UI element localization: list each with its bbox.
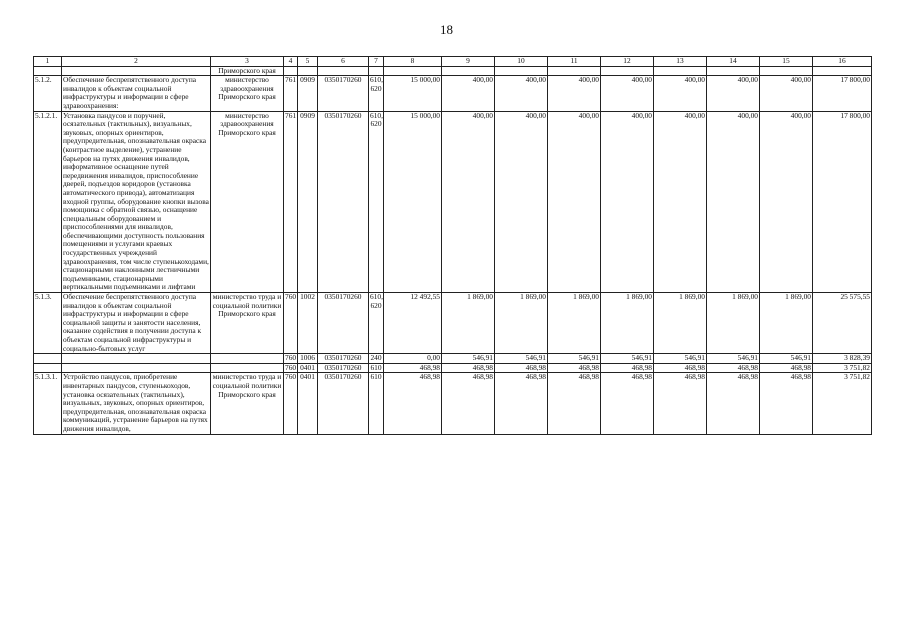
year-value-cell: 468,98 — [707, 363, 760, 373]
row-total-cell: 3 751,82 — [813, 373, 872, 434]
year-value-cell: 400,00 — [654, 76, 707, 111]
column-number-4: 4 — [284, 57, 298, 67]
column-number-9: 9 — [442, 57, 495, 67]
column-number-1: 1 — [34, 57, 62, 67]
year-value-cell: 468,98 — [707, 373, 760, 434]
year-value-cell: 468,98 — [760, 363, 813, 373]
item-name-cell: Обеспечение беспрепятственного доступа инвалидов к объектам социальной инфраструктуры и информации в сфере социальной защиты и занятости населения, оказание содействия в получении доступа к объектам социальной инфраструктуры и социально-бытовых услуг — [62, 293, 211, 354]
column-number-8: 8 — [384, 57, 442, 67]
grbs-cell: 760 — [284, 293, 298, 354]
item-id-cell: 5.1.2. — [34, 76, 62, 111]
column-number-15: 15 — [760, 57, 813, 67]
executor-cell: министерство труда и социальной политики Приморского края — [211, 373, 284, 434]
item-name-cell: Устройство пандусов, приобретение инвентарных пандусов, ступенькоходов, установка осязательных (тактильных), визуальных, звуковых, опорных ориентиров, предупредительная, опознавательная окраска коммуникаций, устранение барьеров на путях движения инвалидов, — [62, 373, 211, 434]
rzpr-cell: 1002 — [298, 293, 318, 354]
rzpr-cell: 0401 — [298, 363, 318, 373]
year-value-cell: 400,00 — [495, 76, 548, 111]
year-value-cell: 546,91 — [760, 354, 813, 364]
executor-cell: министерство труда и социальной политики Приморского края — [211, 293, 284, 354]
continuation-row — [34, 66, 872, 76]
column-number-5: 5 — [298, 57, 318, 67]
column-number-7: 7 — [369, 57, 384, 67]
year-value-cell: 546,91 — [548, 354, 601, 364]
table-row — [34, 354, 872, 364]
year-value-cell: 400,00 — [442, 76, 495, 111]
item-id-cell: 5.1.2.1. — [34, 111, 62, 292]
item-id-cell: 5.1.3.1. — [34, 373, 62, 434]
year-value-cell: 468,98 — [760, 373, 813, 434]
executor-cell: Приморского края — [211, 66, 284, 76]
table-row — [34, 363, 872, 373]
vr-cell: 610 — [369, 373, 384, 434]
year-value-cell: 400,00 — [707, 111, 760, 292]
year-value-cell: 1 869,00 — [654, 293, 707, 354]
column-number-3: 3 — [211, 57, 284, 67]
year-value-cell: 1 869,00 — [548, 293, 601, 354]
year-value-cell: 400,00 — [760, 111, 813, 292]
executor-cell: министерство здравоохранения Приморского края — [211, 76, 284, 111]
year-value-cell: 468,98 — [442, 373, 495, 434]
column-number-16: 16 — [813, 57, 872, 67]
year-value-cell: 546,91 — [442, 354, 495, 364]
year-value-cell: 400,00 — [760, 76, 813, 111]
vr-cell: 610, 620 — [369, 293, 384, 354]
grbs-cell: 760 — [284, 373, 298, 434]
year-value-cell: 468,98 — [495, 373, 548, 434]
vr-cell: 610, 620 — [369, 111, 384, 292]
total-cell: 0,00 — [384, 354, 442, 364]
item-id-cell — [34, 354, 62, 364]
column-number-13: 13 — [654, 57, 707, 67]
row-total-cell: 3 751,82 — [813, 363, 872, 373]
csr-cell: 0350170260 — [318, 363, 369, 373]
year-value-cell: 1 869,00 — [601, 293, 654, 354]
item-id-cell — [34, 363, 62, 373]
table-row — [34, 111, 872, 292]
column-number-10: 10 — [495, 57, 548, 67]
year-value-cell: 1 869,00 — [707, 293, 760, 354]
total-cell: 15 000,00 — [384, 111, 442, 292]
year-value-cell: 468,98 — [548, 363, 601, 373]
column-number-11: 11 — [548, 57, 601, 67]
column-number-2: 2 — [62, 57, 211, 67]
grbs-cell: 761 — [284, 76, 298, 111]
rzpr-cell: 0401 — [298, 373, 318, 434]
item-id-cell: 5.1.3. — [34, 293, 62, 354]
column-number-14: 14 — [707, 57, 760, 67]
year-value-cell: 546,91 — [654, 354, 707, 364]
year-value-cell: 400,00 — [548, 76, 601, 111]
table-row — [34, 293, 872, 354]
table-row — [34, 76, 872, 111]
year-value-cell: 400,00 — [601, 111, 654, 292]
csr-cell: 0350170260 — [318, 76, 369, 111]
vr-cell: 240 — [370, 353, 382, 363]
year-value-cell: 1 869,00 — [760, 293, 813, 354]
row-total-cell: 25 575,55 — [813, 293, 872, 354]
grbs-cell: 760 — [285, 363, 297, 372]
row-total-cell: 17 800,00 — [813, 76, 872, 111]
year-value-cell: 468,98 — [442, 363, 495, 373]
rzpr-cell: 1006 — [298, 354, 318, 364]
executor-cell — [211, 354, 284, 364]
year-value-cell: 400,00 — [495, 111, 548, 292]
csr-cell: 0350170260 — [318, 354, 369, 364]
year-value-cell: 546,91 — [495, 354, 548, 364]
csr-cell: 0350170260 — [318, 111, 369, 292]
executor-cell: министерство здравоохранения Приморского края — [211, 111, 284, 292]
vr-cell: 610 — [370, 363, 382, 372]
year-value-cell: 546,91 — [707, 354, 760, 364]
grbs-cell: 760 — [285, 353, 297, 363]
year-value-cell: 1 869,00 — [495, 293, 548, 354]
year-value-cell: 400,00 — [601, 76, 654, 111]
total-cell: 12 492,55 — [384, 293, 442, 354]
item-name-cell — [62, 354, 211, 364]
year-value-cell: 400,00 — [442, 111, 495, 292]
year-value-cell: 400,00 — [654, 111, 707, 292]
budget-table — [33, 56, 872, 435]
rzpr-cell: 0909 — [298, 111, 318, 292]
total-cell: 468,98 — [384, 373, 442, 434]
column-number-6: 6 — [318, 57, 369, 67]
table-row — [34, 373, 872, 434]
total-cell: 468,98 — [384, 363, 442, 373]
grbs-cell: 761 — [284, 111, 298, 292]
row-total-cell: 3 828,39 — [813, 354, 872, 364]
csr-cell: 0350170260 — [318, 293, 369, 354]
year-value-cell: 1 869,00 — [442, 293, 495, 354]
year-value-cell: 468,98 — [495, 363, 548, 373]
year-value-cell: 468,98 — [548, 373, 601, 434]
executor-cell — [211, 363, 284, 373]
page-number: 18 — [440, 22, 453, 37]
item-name-cell: Установка пандусов и поручней, осязательных (тактильных), визуальных, звуковых, опорных ориентиров, предупредительная, опознавательная окраска (контрастное выделение), устранение барьеров на путях движения инвалидов, информативное оснащение путей передвижения инвалидов, приспособление дверей, подъездов коридоров (установка автоматического привода), автоматизация входной группы, оборудование кнопки вызова помощника с обратной связью, оснащение специальным оборудованием и приспособлениями для инвалидов, обеспечивающими доступность пользования помещениями и услугами краевых государственных учреждений здравоохранения, том числе ступенькоходами, стационарными наклонными лестничными подъемниками, стационарными вертикальными подъемниками и лифтами — [63, 111, 209, 292]
year-value-cell: 468,98 — [601, 363, 654, 373]
header-row — [34, 57, 872, 67]
vr-cell: 610, 620 — [369, 76, 384, 111]
item-name-cell: Обеспечение беспрепятственного доступа инвалидов к объектам социальной инфраструктуры и информации в сфере здравоохранения: — [62, 76, 211, 111]
total-cell: 15 000,00 — [384, 76, 442, 111]
year-value-cell: 468,98 — [654, 373, 707, 434]
csr-cell: 0350170260 — [318, 373, 369, 434]
year-value-cell: 546,91 — [601, 354, 654, 364]
year-value-cell: 400,00 — [548, 111, 601, 292]
rzpr-cell: 0909 — [298, 76, 318, 111]
column-number-12: 12 — [601, 57, 654, 67]
year-value-cell: 468,98 — [601, 373, 654, 434]
item-name-cell — [62, 363, 211, 373]
year-value-cell: 468,98 — [654, 363, 707, 373]
row-total-cell: 17 800,00 — [813, 111, 872, 292]
year-value-cell: 400,00 — [707, 76, 760, 111]
